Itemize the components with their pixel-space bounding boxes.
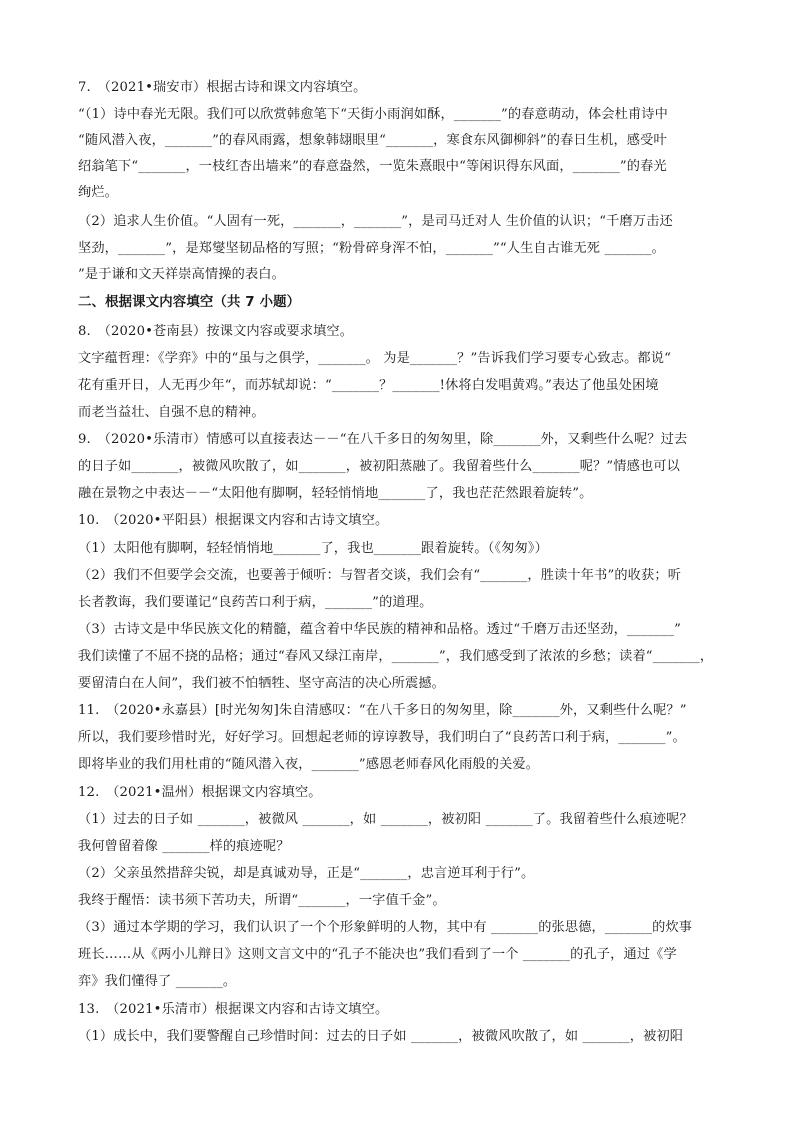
q7-part2-line3: ”是于谦和文天祥崇高情操的表白。 [78, 267, 285, 282]
q9-line2: 的日子如_______，被微风吹散了，如_______，被初阳蒸融了。我留着些什么_______呢？”情感也可以 [78, 459, 680, 474]
q7-part1-line1: “（1）诗中春光无限。我们可以欣赏韩愈笔下“天街小雨润如酥，_______”的春意萌动，体会杜甫诗中 [78, 107, 668, 122]
q7-part1-line2: “随风潜入夜，_______”的春风雨露，想象韩翃眼里“_______，寒食东风御柳斜”的春日生机，感受叶 [78, 133, 667, 148]
q12-header: 12. （2021•温州）根据课文内容填空。 [78, 785, 322, 800]
q7-part2-line2: 坚劲，_______”，是郑燮坚韧品格的写照；“粉骨碎身浑不怕，_______”“人生自古谁无死 _______。 [78, 241, 665, 256]
q12-part2-line2: 我终于醒悟：读书须下苦功夫，所谓“_______，一字值千金”。 [78, 893, 446, 908]
q12-part3-line1: （3）通过本学期的学习，我们认识了一个个形象鲜明的人物，其中有 _______的张思德，_______的炊事 [78, 920, 693, 935]
q13-part1-line1: （1）成长中，我们要警醒自己珍惜时间：过去的日子如 _______，被微风吹散了，如 _______，被初阳 [78, 1029, 684, 1044]
q9-line3: 融在景物之中表达－－“太阳他有脚啊，轻轻悄悄地_______了，我也茫茫然跟着旋转”。 [78, 486, 593, 501]
q7-header: 7. （2021•瑞安市）根据古诗和课文内容填空。 [78, 80, 367, 95]
q10-part1: （1）太阳他有脚啊，轻轻悄悄地_______了，我也_______跟着旋转。（《匆匆》） [78, 541, 548, 556]
q10-part2-line2: 长者教诲，我们要谨记“良药苦口利于病，_______”的道理。 [78, 595, 433, 610]
q12-part1-line1: （1）过去的日子如 _______，被微风 _______，如 _______，被初阳 _______了。我留着些什么痕迹呢？ [78, 812, 693, 827]
q10-part3-line3: 要留清白在人间”，我们被不怕牺牲、坚守高洁的决心所震撼。 [78, 676, 446, 691]
q12-part2-line1: （2）父亲虽然措辞尖锐，却是真诚劝导，正是“_______，忠言逆耳利于行”。 [78, 866, 535, 881]
q11-line3: 即将毕业的我们用杜甫的“随风潜入夜，_______”感恩老师春风化雨般的关爱。 [78, 757, 540, 772]
q10-header: 10. （2020•平阳县）根据课文内容和古诗文填空。 [78, 513, 389, 528]
q8-line2: 花有重开日，人无再少年“，而苏轼却说：“_______？_______!休将白发唱黄鸡。”表达了他虽处困境 [78, 378, 659, 393]
q9-line1: 9. （2020•乐清市）情感可以直接表达－－“在八千多日的匆匆里，除_______外，又剩些什么呢？过去 [78, 432, 688, 447]
q10-part3-line2: 我们读懂了不屈不挠的品格；通过“春风又绿江南岸，_______”，我们感受到了浓浓的乡愁；读着“_______， [78, 649, 714, 664]
q8-line1: 文字蕴哲理：《学弈》中的“虽与之俱学，_______。 为是_______？”告诉我们学习要专心致志。都说“ [78, 351, 671, 366]
q11-line2: 所以，我们要珍惜时光，好好学习。回想起老师的谆谆教导，我们明白了“良药苦口利于病，_______”。 [78, 730, 686, 745]
section-heading-2: 二、根据课文内容填空（共 7 小题） [78, 295, 301, 310]
q7-part1-line4: 绚烂。 [78, 185, 119, 200]
q10-part2-line1: （2）我们不但要学会交流，也要善于倾听：与智者交谈，我们会有“_______，胜读十年书”的收获；听 [78, 568, 682, 583]
q13-header: 13. （2021•乐清市）根据课文内容和古诗文填空。 [78, 1002, 389, 1017]
q12-part1-line2: 我何曾留着像 _______样的痕迹呢？ [78, 839, 290, 854]
q8-header: 8. （2020•苍南县）按课文内容或要求填空。 [78, 324, 354, 339]
q7-part2-line1: （2）追求人生价值。“人固有一死，_______，_______”，是司马迁对人 生价值的认识；“千磨万击还 [78, 214, 673, 229]
q8-line3: 而老当益壮、自强不息的精神。 [78, 405, 265, 420]
q12-part3-line2: 班长……从《两小儿辩日》这则文言文中的“孔子不能决也”我们看到了一个 _______的孔子，通过《学 [78, 947, 677, 962]
q12-part3-line3: 弈》我们懂得了 _______。 [78, 974, 237, 989]
q10-part3-line1: （3）古诗文是中华民族文化的精髓，蕴含着中华民族的精神和品格。透过“千磨万击还坚劲，_______” [78, 622, 682, 637]
q11-line1: 11. （2020•永嘉县）[时光匆匆]朱自清感叹：“在八千多日的匆匆里，除_______外，又剩些什么呢？” [78, 703, 687, 718]
q7-part1-line3: 绍翁笔下“_______，一枝红杏出墙来”的春意盎然，一览朱熹眼中“等闲识得东风面，_______”的春光 [78, 159, 667, 174]
